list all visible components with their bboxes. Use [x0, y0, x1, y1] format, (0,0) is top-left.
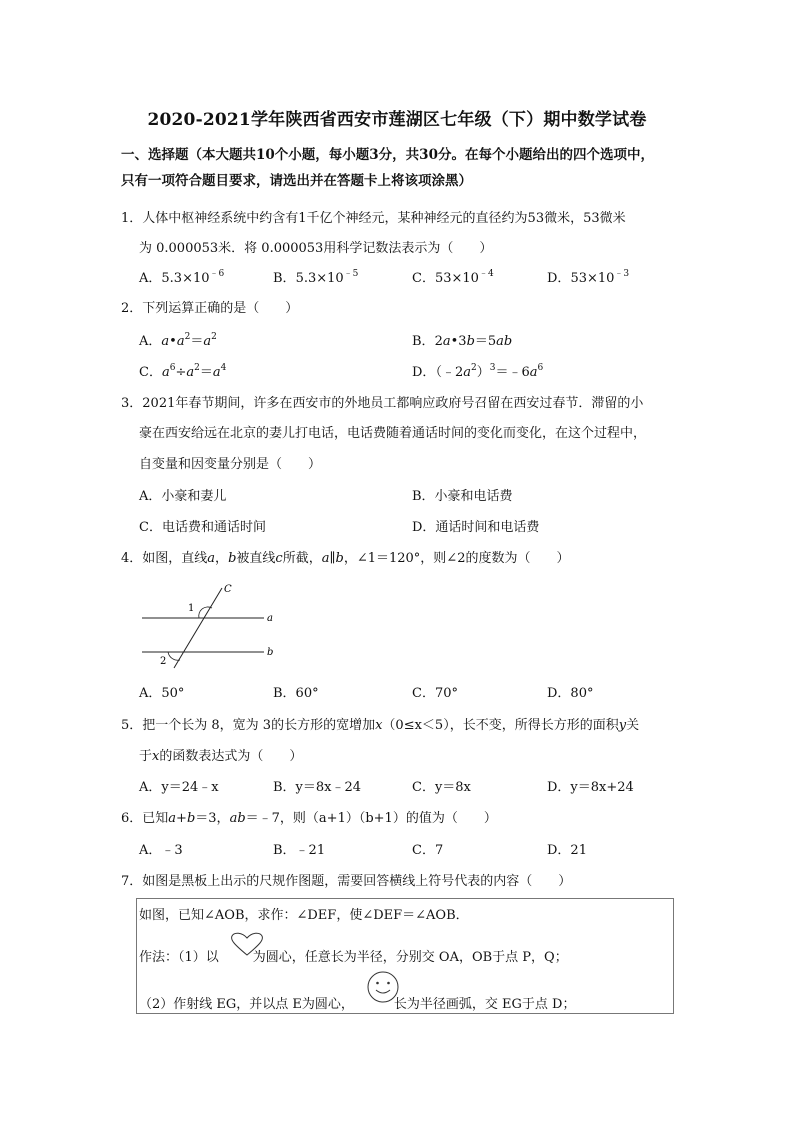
q5-stem-line2: 于x的函数表达式为（ ）: [139, 749, 303, 764]
q7-box-line3: （2）作射线 EG，并以点 E为圆心， 长为半径画弧，交 EG于点 D；: [139, 997, 576, 1012]
q3-option-b: B．小豪和电话费: [412, 489, 513, 504]
q6-option-b: B．﹣21: [273, 843, 326, 858]
q3-stem-line3: 自变量和因变量分别是（ ）: [139, 457, 322, 472]
q2-option-b: B．2a•3b＝5ab: [412, 334, 513, 349]
q2-option-d: D．$(﹣2a^2)^3=﹣6a^6$: [412, 363, 544, 380]
q1-option-d: D．$53\times 10^{﹣3}$: [547, 269, 630, 286]
q5-stem-line1: 5．把一个长为 8，宽为 3的长方形的宽增加x（0≤x＜5），长不变，所得长方形的面积y关: [121, 718, 640, 733]
q1-stem-line2: 为 0.000053米．将 0.000053用科学记数法表示为（ ）: [139, 241, 493, 256]
q1-stem-line1: 1．人体中枢神经系统中约含有1千亿个神经元，某种神经元的直径约为53微米，53微米: [121, 211, 626, 226]
q1-option-b: B．$5.3\times 10^{﹣5}$: [273, 269, 359, 286]
angle-2-arc: [168, 652, 180, 660]
q5-option-c: C．y＝8x: [412, 780, 471, 795]
q3-stem-line1: 3．2021年春节期间，许多在西安市的外地员工都响应政府号召留在西安过春节．滞留的小: [121, 396, 644, 411]
q3-stem-line2: 豪在西安给远在北京的妻儿打电话，电话费随着通话时间的变化而变化，在这个过程中，: [139, 426, 647, 441]
q1-option-a: A．$5.3\times 10^{﹣6}$: [139, 269, 225, 286]
q7-construction-box: [136, 898, 674, 1014]
q4-option-c: C．70°: [412, 686, 458, 701]
q3-option-a: A．小豪和妻儿: [139, 489, 227, 504]
page-title: 2020-2021学年陕西省西安市莲湖区七年级（下）期中数学试卷: [147, 110, 647, 130]
q6-option-a: A．﹣3: [139, 843, 183, 858]
q6-option-d: D．21: [547, 843, 587, 858]
q6-stem: 6．已知a+b＝3，ab＝﹣7，则（a+1）（b+1）的值为（ ）: [121, 811, 497, 826]
q5-option-d: D．y＝8x+24: [547, 780, 634, 795]
label-a: a: [267, 613, 273, 624]
q3-option-c: C．电话费和通话时间: [139, 520, 266, 535]
q4-option-b: B．60°: [273, 686, 319, 701]
q1-option-c: C．$53\times 10^{﹣4}$: [412, 269, 494, 286]
q6-option-c: C．7: [412, 843, 444, 858]
q3-option-d: D．通话时间和电话费: [412, 520, 540, 535]
section-heading-line2: 只有一项符合题目要求，请选出并在答题卡上将该项涂黑）: [121, 173, 472, 189]
q5-option-b: B．y＝8x﹣24: [273, 780, 362, 795]
line-c: [174, 588, 222, 668]
label-c: C: [224, 584, 232, 595]
q2-option-a: A．$a•a^2=a^2$: [139, 332, 217, 349]
q4-figure: [136, 582, 286, 672]
label-1: 1: [188, 603, 195, 614]
q7-box-line2: 作法：（1）以 为圆心，任意长为半径，分别交 OA，OB于点 P，Q；: [139, 950, 568, 965]
label-b: b: [267, 647, 274, 658]
q4-option-a: A．50°: [139, 686, 185, 701]
q2-option-c: C．$a^6\div a^2=a^4$: [139, 363, 227, 380]
smiley-face-icon: [365, 969, 401, 1005]
q5-option-a: A．y＝24﹣x: [139, 780, 219, 795]
q7-box-line1: 如图，已知∠AOB，求作：∠DEF，使∠DEF＝∠AOB．: [139, 908, 469, 923]
q2-stem: 2．下列运算正确的是（ ）: [121, 301, 299, 316]
section-heading: [121, 142, 681, 194]
q4-stem: 4．如图，直线a，b被直线c所截，a∥b，∠1＝120°，则∠2的度数为（ ）: [121, 551, 570, 566]
q7-stem: 7．如图是黑板上出示的尺规作图题，需要回答横线上符号代表的内容（ ）: [121, 874, 572, 889]
section-heading-line1: 一、选择题（本大题共10个小题，每小题3分，共30分。在每个小题给出的四个选项中，: [121, 147, 654, 163]
heart-icon: [229, 931, 265, 957]
label-2: 2: [160, 656, 167, 667]
q4-option-d: D．80°: [547, 686, 594, 701]
